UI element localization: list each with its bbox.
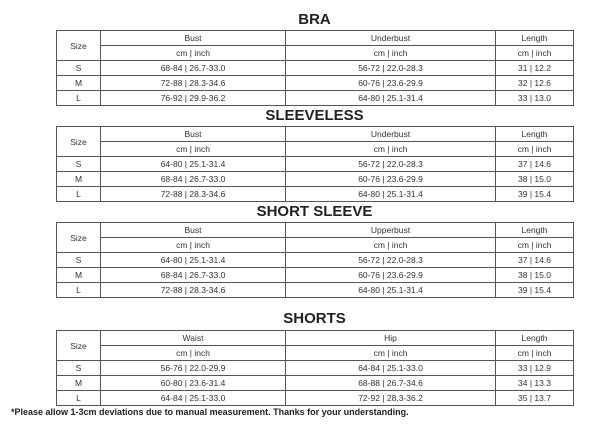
value-cell: 64-80 | 25.1-31.4 <box>286 283 496 298</box>
value-cell: 56-72 | 22.0-28.3 <box>286 253 496 268</box>
section-title: BRA <box>298 11 331 28</box>
value-cell: 68-84 | 26.7-33.0 <box>101 268 286 283</box>
table-row <box>57 283 574 298</box>
size-cell: M <box>57 172 101 187</box>
table-header-row <box>57 127 574 142</box>
value-cell: 39 | 15.4 <box>496 283 574 298</box>
unit-label: cm | inch <box>101 142 286 157</box>
column-header: Underbust <box>286 31 496 46</box>
table-row <box>57 391 574 406</box>
table-row <box>57 61 574 76</box>
value-cell: 60-80 | 23.6-31.4 <box>101 376 286 391</box>
size-table-short-sleeve <box>56 222 574 298</box>
column-header: Length <box>496 223 574 238</box>
value-cell: 76-92 | 29.9-36.2 <box>101 91 286 106</box>
value-cell: 38 | 15.0 <box>496 172 574 187</box>
value-cell: 68-84 | 26.7-33.0 <box>101 61 286 76</box>
value-cell: 72-88 | 28.3-34.6 <box>101 283 286 298</box>
value-cell: 64-80 | 25.1-31.4 <box>101 253 286 268</box>
size-header: Size <box>57 331 101 361</box>
section-title: SHORTS <box>283 310 346 327</box>
value-cell: 56-72 | 22.0-28.3 <box>286 61 496 76</box>
value-cell: 68-88 | 26.7-34.6 <box>286 376 496 391</box>
table-row <box>57 253 574 268</box>
unit-label: cm | inch <box>101 238 286 253</box>
unit-label: cm | inch <box>286 142 496 157</box>
size-cell: L <box>57 91 101 106</box>
table-header-row <box>57 31 574 46</box>
size-cell: M <box>57 376 101 391</box>
measurement-footnote: *Please allow 1-3cm deviations due to manual measurement. Thanks for your understanding. <box>11 407 409 417</box>
value-cell: 38 | 15.0 <box>496 268 574 283</box>
value-cell: 60-76 | 23.6-29.9 <box>286 172 496 187</box>
value-cell: 60-76 | 23.6-29.9 <box>286 268 496 283</box>
column-header: Length <box>496 31 574 46</box>
value-cell: 64-80 | 25.1-31.4 <box>286 91 496 106</box>
size-cell: L <box>57 283 101 298</box>
value-cell: 64-84 | 25.1-33.0 <box>101 391 286 406</box>
value-cell: 39 | 15.4 <box>496 187 574 202</box>
value-cell: 56-72 | 22.0-28.3 <box>286 157 496 172</box>
value-cell: 64-84 | 25.1-33.0 <box>286 361 496 376</box>
value-cell: 32 | 12.6 <box>496 76 574 91</box>
value-cell: 72-88 | 28.3-34.6 <box>101 76 286 91</box>
value-cell: 60-76 | 23.6-29.9 <box>286 76 496 91</box>
size-table-bra <box>56 30 574 106</box>
column-header: Length <box>496 127 574 142</box>
unit-label: cm | inch <box>496 46 574 61</box>
table-row <box>57 376 574 391</box>
unit-label: cm | inch <box>101 346 286 361</box>
size-cell: S <box>57 157 101 172</box>
value-cell: 37 | 14.6 <box>496 157 574 172</box>
table-row <box>57 187 574 202</box>
table-units-row <box>57 346 574 361</box>
section-title: SHORT SLEEVE <box>256 203 373 220</box>
size-cell: L <box>57 391 101 406</box>
table-units-row <box>57 46 574 61</box>
table-row <box>57 172 574 187</box>
value-cell: 35 | 13.7 <box>496 391 574 406</box>
unit-label: cm | inch <box>286 46 496 61</box>
column-header: Bust <box>101 31 286 46</box>
unit-label: cm | inch <box>286 238 496 253</box>
value-cell: 72-92 | 28.3-36.2 <box>286 391 496 406</box>
column-header: Bust <box>101 127 286 142</box>
table-units-row <box>57 142 574 157</box>
table-header-row <box>57 223 574 238</box>
value-cell: 31 | 12.2 <box>496 61 574 76</box>
size-cell: M <box>57 76 101 91</box>
column-header: Upperbust <box>286 223 496 238</box>
size-cell: M <box>57 268 101 283</box>
table-row <box>57 361 574 376</box>
column-header: Hip <box>286 331 496 346</box>
value-cell: 72-88 | 28.3-34.6 <box>101 187 286 202</box>
column-header: Bust <box>101 223 286 238</box>
value-cell: 68-84 | 26.7-33.0 <box>101 172 286 187</box>
table-row <box>57 76 574 91</box>
value-cell: 64-80 | 25.1-31.4 <box>101 157 286 172</box>
column-header: Underbust <box>286 127 496 142</box>
size-cell: L <box>57 187 101 202</box>
table-row <box>57 268 574 283</box>
column-header: Waist <box>101 331 286 346</box>
value-cell: 37 | 14.6 <box>496 253 574 268</box>
size-table-sleeveless <box>56 126 574 202</box>
size-cell: S <box>57 253 101 268</box>
unit-label: cm | inch <box>286 346 496 361</box>
unit-label: cm | inch <box>496 346 574 361</box>
table-header-row <box>57 331 574 346</box>
unit-label: cm | inch <box>101 46 286 61</box>
value-cell: 56-76 | 22.0-29.9 <box>101 361 286 376</box>
size-table-shorts <box>56 330 574 406</box>
size-cell: S <box>57 361 101 376</box>
value-cell: 34 | 13.3 <box>496 376 574 391</box>
value-cell: 64-80 | 25.1-31.4 <box>286 187 496 202</box>
value-cell: 33 | 13.0 <box>496 91 574 106</box>
table-row <box>57 91 574 106</box>
size-cell: S <box>57 61 101 76</box>
unit-label: cm | inch <box>496 142 574 157</box>
table-row <box>57 157 574 172</box>
size-header: Size <box>57 31 101 61</box>
table-units-row <box>57 238 574 253</box>
size-header: Size <box>57 223 101 253</box>
unit-label: cm | inch <box>496 238 574 253</box>
size-header: Size <box>57 127 101 157</box>
column-header: Length <box>496 331 574 346</box>
value-cell: 33 | 12.9 <box>496 361 574 376</box>
section-title: SLEEVELESS <box>265 107 364 124</box>
